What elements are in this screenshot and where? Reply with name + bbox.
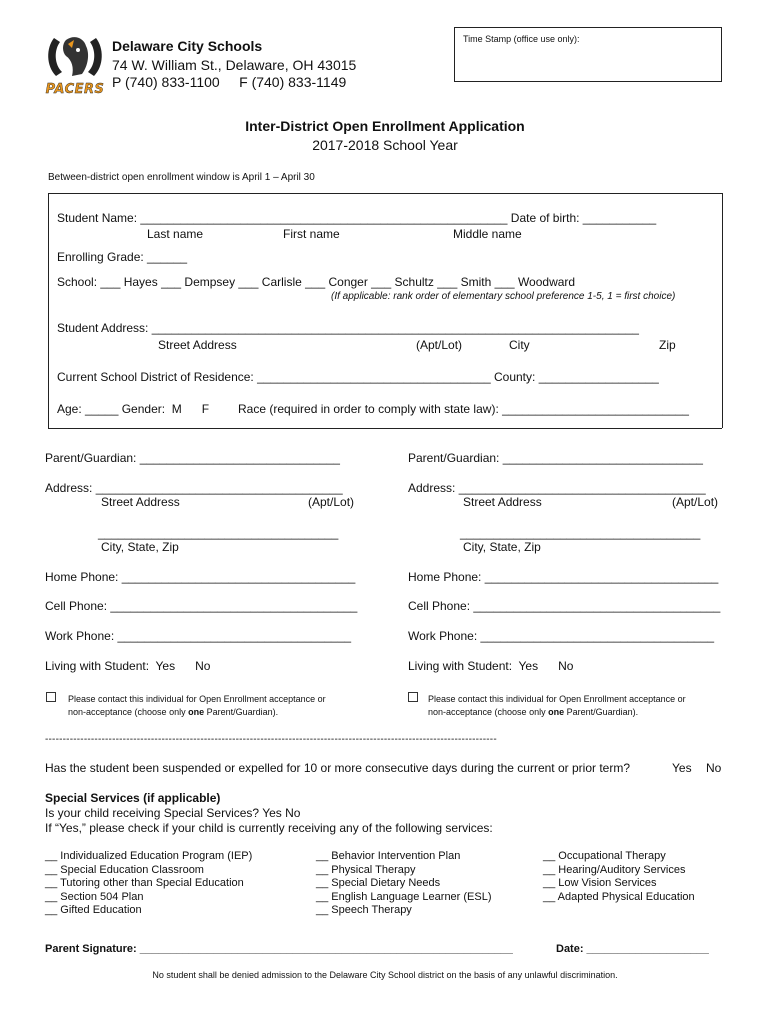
org-address: 74 W. William St., Delaware, OH 43015 xyxy=(112,57,357,73)
org-name: Delaware City Schools xyxy=(112,38,263,54)
service-option[interactable]: __ Low Vision Services xyxy=(543,877,657,889)
contact-note-line2-pre: non-acceptance (choose only xyxy=(428,707,549,717)
special-services-heading: Special Services (if applicable) xyxy=(45,791,221,805)
suspension-yes-option[interactable]: Yes xyxy=(672,761,692,775)
signature-date-field[interactable]: Date: ____________________ xyxy=(556,943,709,955)
living-with-student-field[interactable]: Living with Student: Yes No xyxy=(408,659,574,673)
nondiscrimination-footer: No student shall be denied admission to the Delaware City School district on the basis of any unlawful discrimination. xyxy=(152,970,618,980)
age-gender-field[interactable]: Age: _____ Gender: M F xyxy=(57,402,210,416)
city-state-zip-label: City, State, Zip xyxy=(101,540,179,554)
living-with-student-field[interactable]: Living with Student: Yes No xyxy=(45,659,211,673)
service-option[interactable]: __ Special Education Classroom xyxy=(45,863,204,876)
logo-text: PACERS xyxy=(45,82,105,97)
service-option[interactable]: __ Speech Therapy xyxy=(316,904,412,916)
pacers-logo xyxy=(44,32,106,102)
contact-note-bold: one xyxy=(548,707,565,717)
special-services-question[interactable]: Is your child receiving Special Services? Yes No xyxy=(45,806,301,820)
dashed-divider: -------------------------------------------------------------------------------------------------------------------------------- xyxy=(45,734,497,745)
school-year: 2017-2018 School Year xyxy=(312,137,458,153)
street-address-label: Street Address xyxy=(101,495,180,509)
time-stamp-box xyxy=(454,27,722,82)
service-option[interactable]: __ Adapted Physical Education xyxy=(543,890,695,903)
contact-note-line2-pre: non-acceptance (choose only xyxy=(68,707,189,717)
suspension-question: Has the student been suspended or expelled for 10 or more consecutive days during the current or prior term? xyxy=(45,761,630,775)
service-option[interactable]: __ Tutoring other than Special Education xyxy=(45,877,244,889)
home-phone-field[interactable]: Home Phone: ___________________________________ xyxy=(45,570,356,584)
district-county-field[interactable]: Current School District of Residence: ___________________________________ County: __________________ xyxy=(57,370,659,384)
student-address-field[interactable]: Student Address: _________________________________________________________________________ xyxy=(57,321,639,335)
city-state-zip-field[interactable]: ____________________________________ xyxy=(460,526,701,540)
enrolling-grade-field[interactable]: Enrolling Grade: ______ xyxy=(57,250,188,264)
enrollment-window-note: Between-district open enrollment window is April 1 – April 30 xyxy=(48,172,315,183)
contact-note-line1: Please contact this individual for Open Enrollment acceptance or xyxy=(68,694,326,704)
contact-note-bold: one xyxy=(188,707,205,717)
street-address-label: Street Address xyxy=(463,495,542,509)
cell-phone-field[interactable]: Cell Phone: _____________________________________ xyxy=(408,599,721,613)
race-field[interactable]: Race (required in order to comply with state law): ____________________________ xyxy=(238,402,689,416)
address-zip-label: Zip xyxy=(659,338,676,352)
parent-signature-field[interactable]: Parent Signature: _____________________________________________________________ xyxy=(45,943,513,955)
parent-guardian-field[interactable]: Parent/Guardian: ______________________________ xyxy=(408,451,703,465)
guardian-address-field[interactable]: Address: _____________________________________ xyxy=(408,481,706,495)
service-option[interactable]: __ Physical Therapy xyxy=(316,863,416,876)
services-column-1 xyxy=(45,850,252,918)
service-option[interactable]: __ English Language Learner (ESL) xyxy=(316,890,492,903)
apt-lot-label: (Apt/Lot) xyxy=(672,495,719,509)
home-phone-field[interactable]: Home Phone: ___________________________________ xyxy=(408,570,719,584)
service-option[interactable]: __ Section 504 Plan xyxy=(45,890,144,903)
first-name-label: First name xyxy=(283,227,340,241)
services-column-3 xyxy=(543,850,695,904)
work-phone-field[interactable]: Work Phone: ___________________________________ xyxy=(45,629,352,643)
address-street-label: Street Address xyxy=(158,338,237,352)
service-option[interactable]: __ Hearing/Auditory Services xyxy=(543,863,686,876)
service-option[interactable]: __ Special Dietary Needs xyxy=(316,877,441,889)
guardian-address-field[interactable]: Address: _____________________________________ xyxy=(45,481,343,495)
last-name-label: Last name xyxy=(147,227,204,241)
service-option[interactable]: __ Behavior Intervention Plan xyxy=(316,850,461,862)
contact-checkbox[interactable] xyxy=(408,692,418,702)
special-services-instruction: If “Yes,” please check if your child is currently receiving any of the following services: xyxy=(45,821,493,835)
form-title: Inter-District Open Enrollment Application xyxy=(245,118,525,134)
school-preference-field[interactable]: School: ___ Hayes ___ Dempsey ___ Carlisle ___ Conger ___ Schultz ___ Smith ___ Woodward xyxy=(57,275,576,289)
contact-note-line2-post: Parent/Guardian). xyxy=(564,707,639,717)
suspension-no-option[interactable]: No xyxy=(706,761,722,775)
contact-note-line2-post: Parent/Guardian). xyxy=(204,707,279,717)
school-preference-note: (If applicable: rank order of elementary school preference 1-5, 1 = first choice) xyxy=(331,291,676,302)
services-column-2 xyxy=(316,850,492,918)
contact-checkbox[interactable] xyxy=(46,692,56,702)
address-city-label: City xyxy=(509,338,530,352)
address-apt-label: (Apt/Lot) xyxy=(416,338,463,352)
org-phone-fax: P (740) 833-1100 F (740) 833-1149 xyxy=(112,74,347,90)
middle-name-label: Middle name xyxy=(453,227,522,241)
service-option[interactable]: __ Individualized Education Program (IEP) xyxy=(45,850,253,862)
service-option[interactable]: __ Occupational Therapy xyxy=(543,850,666,862)
city-state-zip-label: City, State, Zip xyxy=(463,540,541,554)
city-state-zip-field[interactable]: ____________________________________ xyxy=(98,526,339,540)
service-option[interactable]: __ Gifted Education xyxy=(45,904,142,916)
student-name-field[interactable]: Student Name: _______________________________________________________ Date of birth: ___________ xyxy=(57,211,657,225)
work-phone-field[interactable]: Work Phone: ___________________________________ xyxy=(408,629,715,643)
apt-lot-label: (Apt/Lot) xyxy=(308,495,355,509)
time-stamp-label: Time Stamp (office use only): xyxy=(463,34,580,44)
cell-phone-field[interactable]: Cell Phone: _____________________________________ xyxy=(45,599,358,613)
contact-note-line1: Please contact this individual for Open Enrollment acceptance or xyxy=(428,694,686,704)
parent-guardian-field[interactable]: Parent/Guardian: ______________________________ xyxy=(45,451,340,465)
